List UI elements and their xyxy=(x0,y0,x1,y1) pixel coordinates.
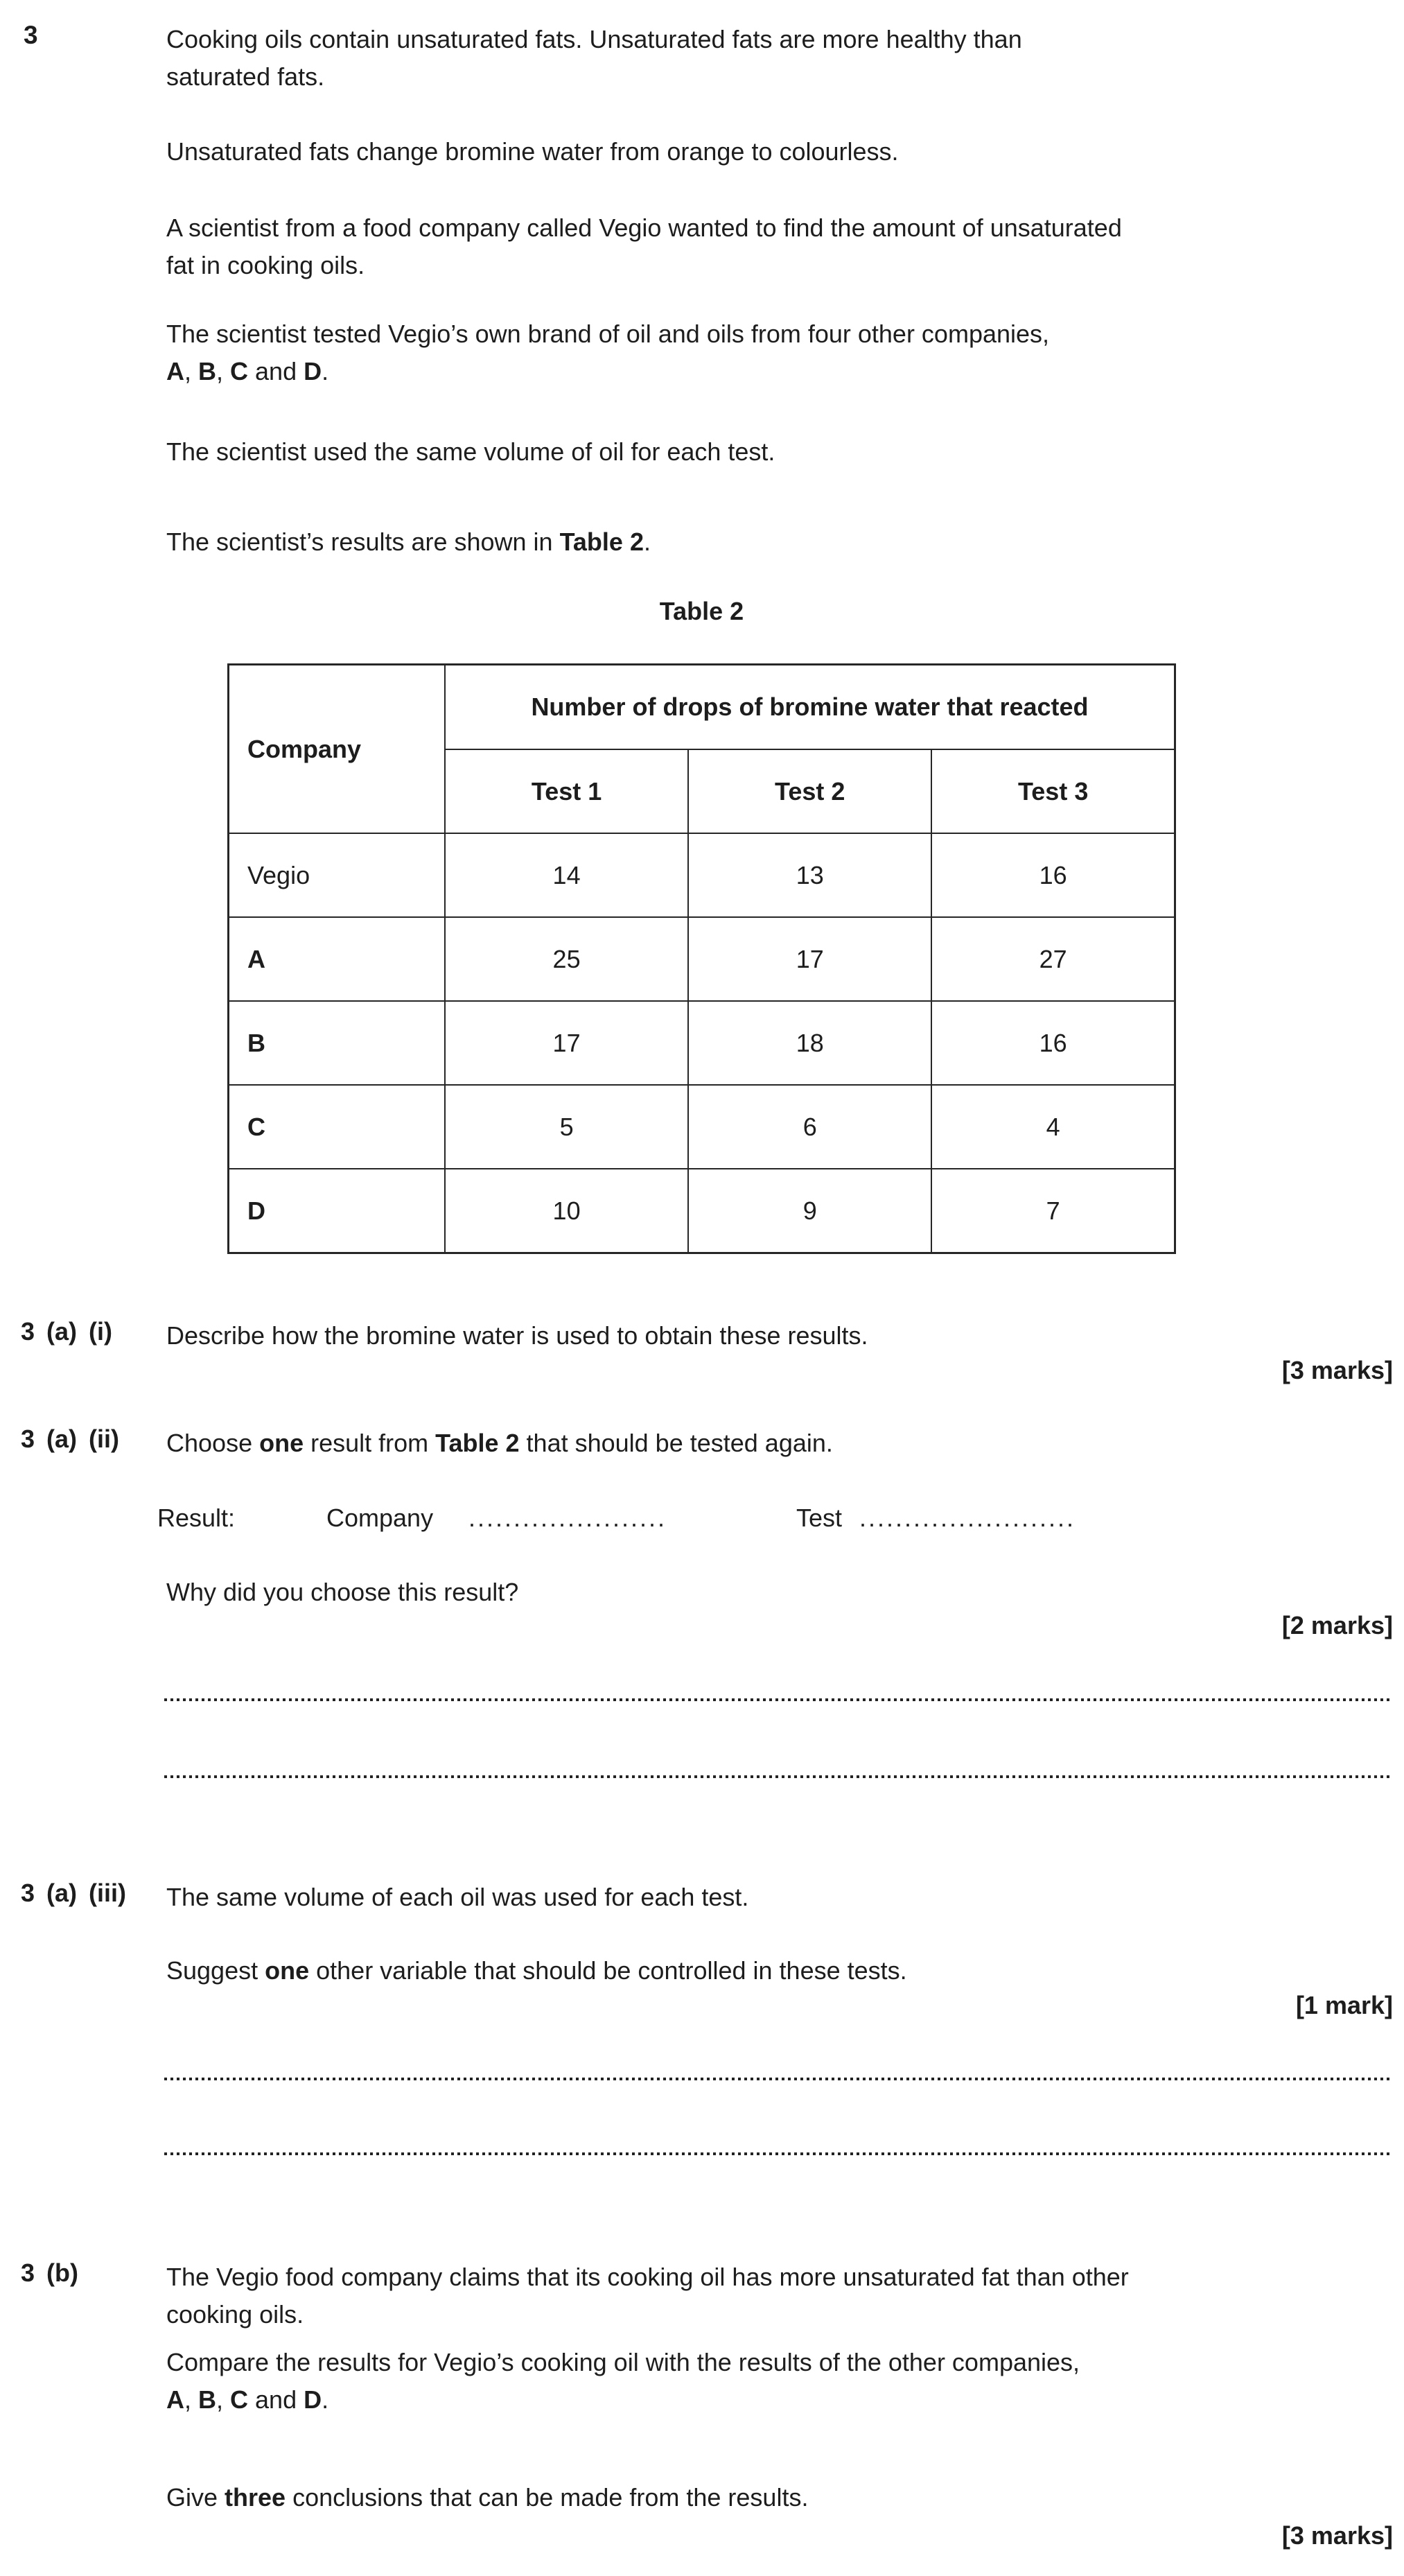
why-question: Why did you choose this result? xyxy=(166,1578,519,1606)
company-column-header: Company xyxy=(229,665,446,834)
marks-a-iii: [1 mark] xyxy=(1295,1991,1393,2019)
intro-paragraph-1: Cooking oils contain unsaturated fats. Unsaturated fats are more healthy than saturated fats. xyxy=(166,25,1022,91)
value-cell: 4 xyxy=(931,1085,1175,1169)
answer-line-a-iii-2[interactable] xyxy=(164,2152,1393,2155)
value-cell: 10 xyxy=(445,1169,688,1253)
answer-line-a-iii-1[interactable] xyxy=(164,2078,1393,2080)
part-a-i-question: Describe how the bromine water is used to obtain these results. xyxy=(166,1321,868,1350)
intro-paragraph-6: The scientist’s results are shown in Table 2. xyxy=(166,528,651,556)
part-label-a-ii: 3 (a) (ii) xyxy=(21,1425,120,1453)
value-cell: 6 xyxy=(688,1085,931,1169)
table-header-row-1 xyxy=(229,665,1175,750)
result-label: Result: xyxy=(157,1504,236,1532)
intro-paragraph-4: The scientist tested Vegio’s own brand of oil and oils from four other companies, A, B, C and D. xyxy=(166,320,1050,385)
answer-line-a-ii-1[interactable] xyxy=(164,1698,1393,1701)
part-label-b: 3 (b) xyxy=(21,2259,78,2287)
results-table xyxy=(227,663,1176,1254)
company-cell: Vegio xyxy=(229,833,446,917)
intro-paragraph-2: Unsaturated fats change bromine water from orange to colourless. xyxy=(166,137,899,166)
table-row xyxy=(229,1085,1175,1169)
test3-column-header: Test 3 xyxy=(931,749,1175,833)
table-row xyxy=(229,1169,1175,1253)
value-cell: 17 xyxy=(445,1001,688,1085)
table-title: Table 2 xyxy=(659,597,744,625)
value-cell: 16 xyxy=(931,833,1175,917)
test2-column-header: Test 2 xyxy=(688,749,931,833)
company-cell: D xyxy=(229,1169,446,1253)
marks-a-i: [3 marks] xyxy=(1281,1356,1393,1384)
part-b-claim: The Vegio food company claims that its cooking oil has more unsaturated fat than other cooking oils. xyxy=(166,2263,1129,2329)
part-a-iii-statement: The same volume of each oil was used for each test. xyxy=(166,1883,749,1911)
part-b-compare: Compare the results for Vegio’s cooking oil with the results of the other companies, A, B, C and D. xyxy=(166,2348,1080,2414)
value-cell: 27 xyxy=(931,917,1175,1001)
value-cell: 18 xyxy=(688,1001,931,1085)
company-cell: A xyxy=(229,917,446,1001)
company-cell: B xyxy=(229,1001,446,1085)
value-cell: 16 xyxy=(931,1001,1175,1085)
part-label-a-iii: 3 (a) (iii) xyxy=(21,1879,127,1907)
table-row xyxy=(229,1001,1175,1085)
table-body xyxy=(229,833,1175,1253)
answer-line-a-ii-2[interactable] xyxy=(164,1775,1393,1778)
value-cell: 7 xyxy=(931,1169,1175,1253)
part-b-conclusions: Give three conclusions that can be made from the results. xyxy=(166,2483,809,2512)
question-number: 3 xyxy=(24,21,38,49)
value-cell: 9 xyxy=(688,1169,931,1253)
test-answer-blank[interactable]: ........................ xyxy=(859,1504,1076,1532)
bromine-group-header: Number of drops of bromine water that reacted xyxy=(445,665,1175,750)
part-a-iii-question: Suggest one other variable that should be controlled in these tests. xyxy=(166,1956,907,1985)
value-cell: 14 xyxy=(445,833,688,917)
value-cell: 17 xyxy=(688,917,931,1001)
part-a-ii-question: Choose one result from Table 2 that should be tested again. xyxy=(166,1429,833,1457)
marks-a-ii: [2 marks] xyxy=(1281,1611,1393,1639)
marks-b: [3 marks] xyxy=(1281,2521,1393,2550)
company-cell: C xyxy=(229,1085,446,1169)
company-answer-blank[interactable]: ...................... xyxy=(468,1504,667,1532)
value-cell: 13 xyxy=(688,833,931,917)
test-field-label: Test xyxy=(796,1504,843,1532)
value-cell: 5 xyxy=(445,1085,688,1169)
intro-paragraph-3: A scientist from a food company called Vegio wanted to find the amount of unsaturated fat in cooking oils. xyxy=(166,214,1122,279)
test1-column-header: Test 1 xyxy=(445,749,688,833)
table-row xyxy=(229,833,1175,917)
table-row xyxy=(229,917,1175,1001)
part-label-a-i: 3 (a) (i) xyxy=(21,1317,113,1346)
company-field-label: Company xyxy=(326,1504,434,1532)
value-cell: 25 xyxy=(445,917,688,1001)
intro-paragraph-5: The scientist used the same volume of oil for each test. xyxy=(166,437,775,466)
